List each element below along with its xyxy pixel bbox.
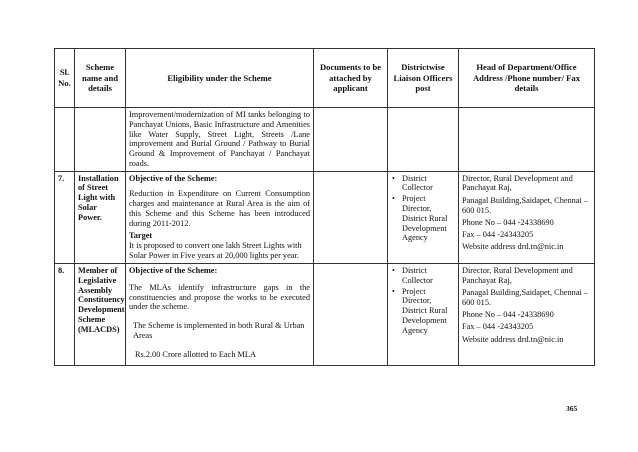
head-office-cell: Director, Rural Development and Panchayat Raj, Panagal Building,Saidapet, Chennai – 600 015. Phone No – 044 -24338690 Fax – 044 -24343205 Website address drd.tn@nic.in [459, 171, 595, 263]
scheme-table [54, 48, 595, 366]
head-office-cell: Director, Rural Development and Panchayat Raj, Panagal Building,Saidapet, Chennai – 600 015. Phone No – 044 -24338690 Fax – 044 -24343205 Website address drd.tn@nic.in [459, 263, 595, 365]
header-row [55, 49, 595, 108]
target-title: Target [129, 230, 153, 240]
row-sl: 7. [55, 171, 75, 263]
page-number: 365 [566, 404, 578, 413]
objective-text: The MLAs identify infrastructure gaps in the constituencies and propose the works to be executed under the scheme. [129, 282, 310, 312]
table-row [55, 263, 595, 365]
bullet-icon: • [392, 194, 395, 204]
allotment-text: Rs.2.00 Crore allotted to Each MLA [135, 349, 256, 359]
table-row [55, 108, 595, 172]
header-scheme: Scheme name and details [75, 49, 126, 108]
header-sl: Sl. No. [55, 49, 75, 108]
implemented-text: The Scheme is implemented in both Rural & Urban Areas [133, 321, 305, 340]
objective-title: Objective of the Scheme: [129, 173, 218, 183]
scheme-name: Member of Legislative Assembly Constituency Development Scheme (MLACDS) [75, 263, 126, 365]
table-row [55, 171, 595, 263]
list-item: • District Collector [392, 173, 433, 193]
bullet-icon: • [392, 286, 395, 296]
list-item: • Project Director, District Rural Development Agency [392, 194, 448, 243]
target-text: It is proposed to convert one lakh Street Lights with Solar Power in Five years at 20,000 lights per year. [129, 241, 302, 261]
list-item: • District Collector [392, 265, 433, 285]
continuation-eligibility: Improvement/modernization of MI tanks belonging to Panchayat Unions, Basic Infrastructure and Amenities like Water Supply, Street Light, Streets /Lane improvement and Burial Ground / Pathway to Burial Ground & Improvement of Panchayat / Panchayat roads. [126, 108, 314, 172]
liaison-cell [388, 263, 459, 365]
scheme-name: Installation of Street Light with Solar Power. [75, 171, 126, 263]
header-head: Head of Department/Office Address /Phone number/ Fax details [459, 49, 595, 108]
list-item: • Project Director, District Rural Development Agency [392, 286, 448, 335]
bullet-icon: • [392, 265, 395, 275]
liaison-cell [388, 171, 459, 263]
header-documents: Documents to be attached by applicant [314, 49, 388, 108]
bullet-icon: • [392, 173, 395, 183]
header-eligibility: Eligibility under the Scheme [126, 49, 314, 108]
objective-text: Reduction in Expenditure on Current Consumption charges and maintenance at Rural Area is the aim of this Scheme and this Scheme has been introduced during 2011-2012. [129, 189, 310, 228]
eligibility-cell [126, 263, 314, 365]
objective-title: Objective of the Scheme: [129, 265, 218, 275]
header-liaison: Districtwise Liaison Officers post [388, 49, 459, 108]
row-sl: 8. [55, 263, 75, 365]
eligibility-cell [126, 171, 314, 263]
